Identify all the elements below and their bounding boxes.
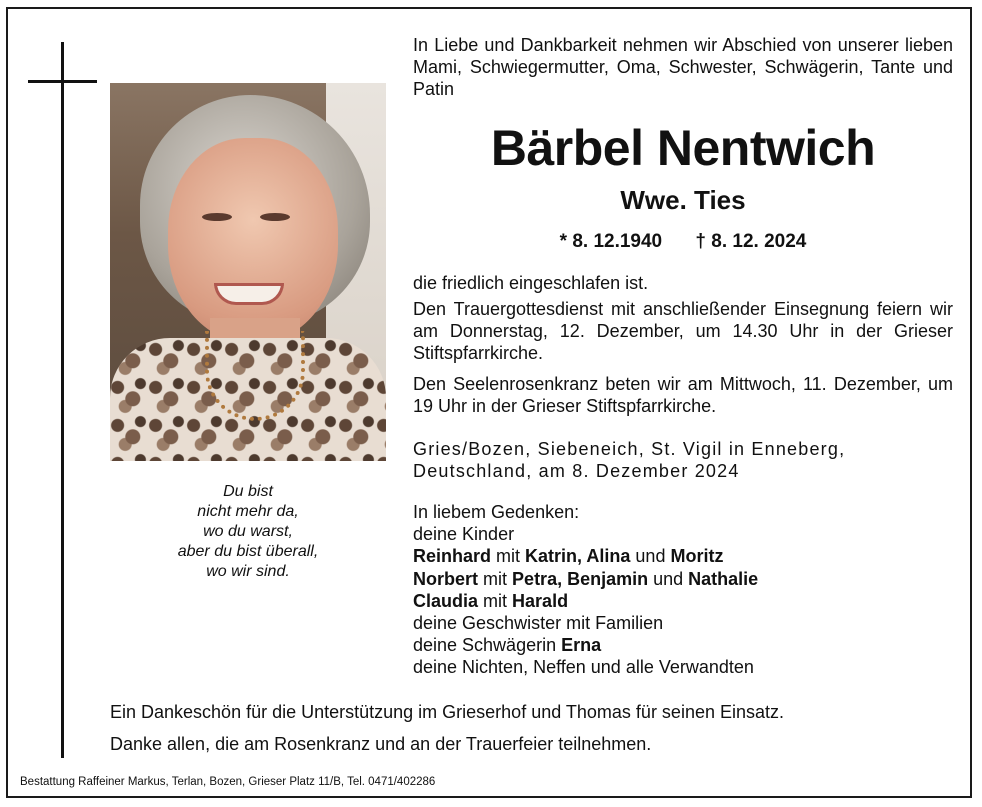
family-name: Petra, Benjamin: [512, 568, 649, 589]
family-line-1: Reinhard mit Katrin, Alina und Moritz: [413, 546, 724, 567]
rosary-text: Den Seelenrosenkranz beten wir am Mittwoch, 11. Dezember, um 19 Uhr in der Grieser Stiftspfarrkirche.: [413, 374, 953, 416]
death-date: † 8. 12. 2024: [695, 231, 807, 252]
thanks-line-2: Danke allen, die am Rosenkranz und an der Trauerfeier teilnehmen.: [110, 734, 652, 754]
life-dates: [413, 230, 953, 254]
thanks-line-1: Ein Dankeschön für die Unterstützung im Grieserhof und Thomas für seinen Einsatz.: [110, 702, 785, 722]
sister-in-law-line: deine Schwägerin Erna: [413, 635, 602, 656]
cross-icon: [61, 42, 64, 758]
funeral-text: Den Trauergottesdienst mit anschließender Einsegnung feiern wir am Donnerstag, 12. Dezember, um 14.30 Uhr in der Grieser Stiftspfarrkirche.: [413, 299, 953, 363]
family-name: Moritz: [670, 546, 724, 567]
intro-text: In Liebe und Dankbarkeit nehmen wir Abschied von unserer lieben Mami, Schwiegermutter, Oma, Schwester, Schwägerin, Tante und Patin: [413, 35, 953, 99]
birth-date: * 8. 12.1940: [559, 231, 663, 252]
family-name: Norbert: [413, 568, 479, 589]
quote-line: Du bist: [223, 483, 273, 500]
family-line-3: Claudia mit Harald: [413, 590, 569, 611]
family-name: Nathalie: [688, 568, 759, 589]
family-name: Reinhard: [413, 546, 492, 567]
mourners-list: [413, 501, 953, 679]
children-label: deine Kinder: [413, 524, 515, 545]
widow-of: Wwe. Ties: [620, 185, 746, 215]
funeral-home-footer: Bestattung Raffeiner Markus, Terlan, Bozen, Grieser Platz 11/B, Tel. 0471/402286: [20, 776, 436, 788]
quote-line: aber du bist überall,: [177, 543, 319, 560]
memorial-quote: [110, 482, 386, 582]
cross-icon-bar: [28, 80, 97, 83]
family-line-2: Norbert mit Petra, Benjamin und Nathalie: [413, 568, 759, 589]
relatives-line: deine Nichten, Neffen und alle Verwandten: [413, 657, 754, 678]
place-date: Gries/Bozen, Siebeneich, St. Vigil in Enneberg, Deutschland, am 8. Dezember 2024: [413, 439, 846, 481]
portrait-photo: [110, 83, 386, 461]
family-name: Claudia: [413, 590, 479, 611]
family-name: Katrin, Alina: [525, 546, 631, 567]
passing-text: die friedlich eingeschlafen ist.: [413, 273, 649, 293]
quote-line: wo du warst,: [203, 523, 293, 540]
family-name: Harald: [512, 590, 569, 611]
siblings-line: deine Geschwister mit Familien: [413, 613, 664, 634]
deceased-name: Bärbel Nentwich: [490, 120, 876, 176]
memory-heading: In liebem Gedenken:: [413, 502, 580, 522]
family-name: Erna: [561, 635, 602, 656]
quote-line: nicht mehr da,: [197, 503, 299, 520]
quote-line: wo wir sind.: [206, 563, 290, 580]
